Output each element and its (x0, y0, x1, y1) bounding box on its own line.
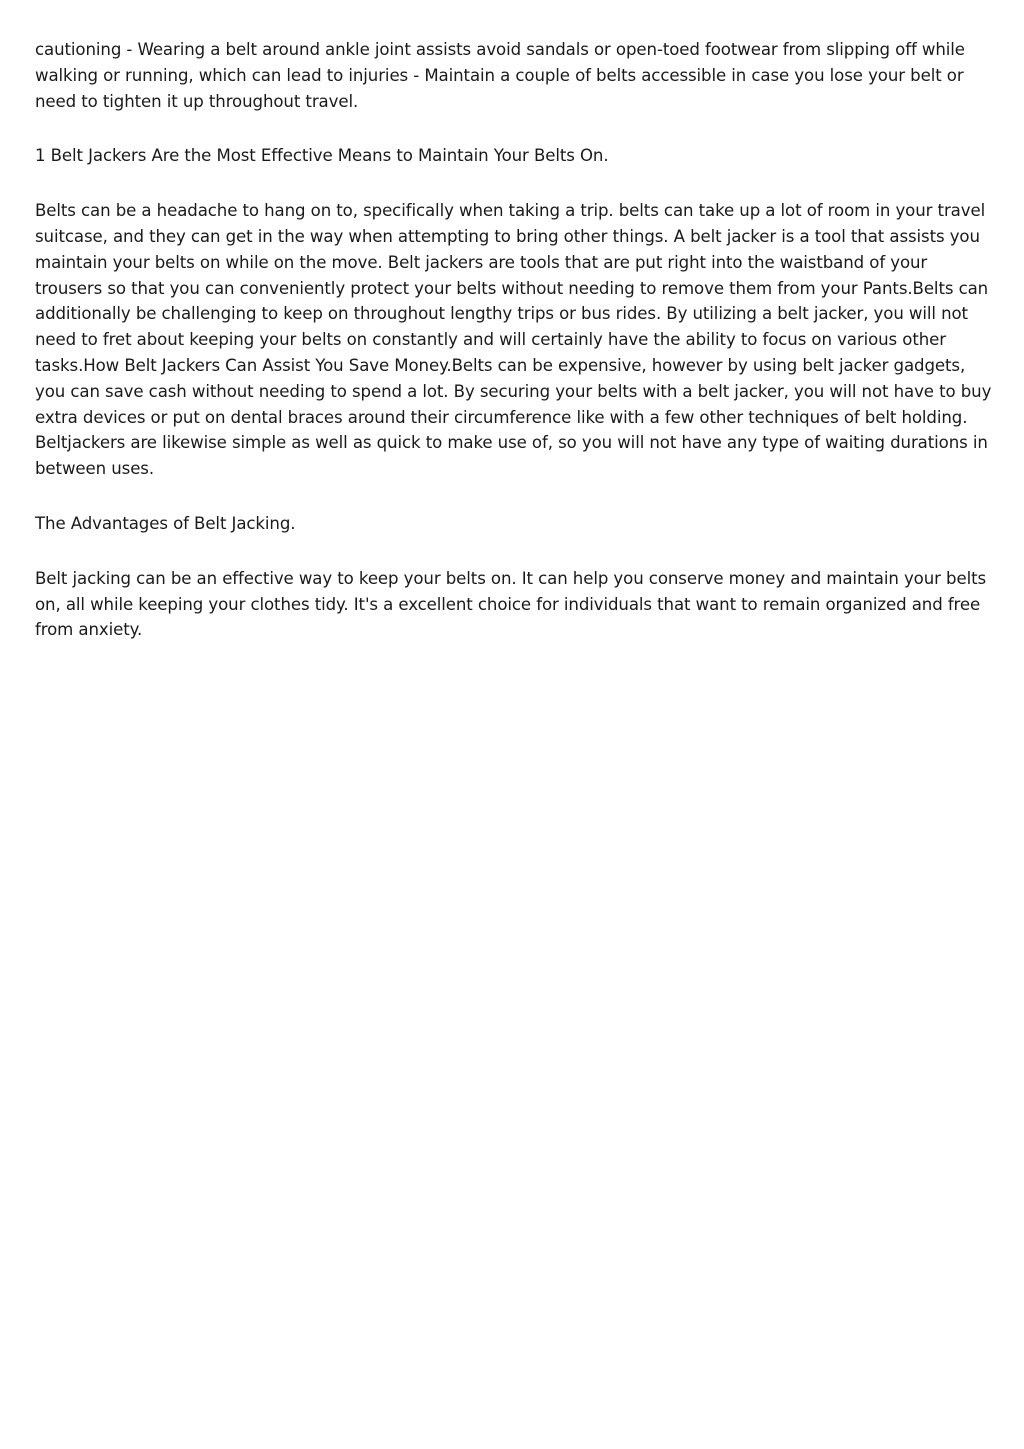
document-body (35, 37, 993, 672)
belt-jackers-paragraph: Belts can be a headache to hang on to, specifically when taking a trip. belts can take up a lot of room in your travel suitcase, and they can get in the way when attempting to bring other things. A belt jacker is a tool that assists you maintain your belts on while on the move. Belt jackers are tools that are put right into the waistband of your trousers so that you can conveniently protect your belts without needing to remove them from your Pants.Belts can additionally be challenging to keep on throughout lengthy trips or bus rides. By utilizing a belt jacker, you will not need to fret about keeping your belts on constantly and will certainly have the ability to focus on various other tasks.How Belt Jackers Can Assist You Save Money.Belts can be expensive, however by using belt jacker gadgets, you can save cash without needing to spend a lot. By securing your belts with a belt jacker, you will not have to buy extra devices or put on dental braces around their circumference like with a few other techniques of belt holding. Beltjackers are likewise simple as well as quick to make use of, so you will not have any type of waiting durations in between uses. (35, 201, 992, 479)
section-heading-belt-jackers: 1 Belt Jackers Are the Most Effective Means to Maintain Your Belts On. (35, 146, 609, 166)
intro-paragraph: cautioning - Wearing a belt around ankle joint assists avoid sandals or open-toed footwear from slipping off while walking or running, which can lead to injuries - Maintain a couple of belts accessible in case you lose your belt or need to tighten it up throughout travel. (35, 40, 965, 111)
advantages-paragraph: Belt jacking can be an effective way to keep your belts on. It can help you conserve money and maintain your belts on, all while keeping your clothes tidy. It's a excellent choice for individuals that want to remain organized and free from anxiety. (35, 568, 987, 640)
section-heading-advantages: The Advantages of Belt Jacking. (35, 513, 296, 533)
